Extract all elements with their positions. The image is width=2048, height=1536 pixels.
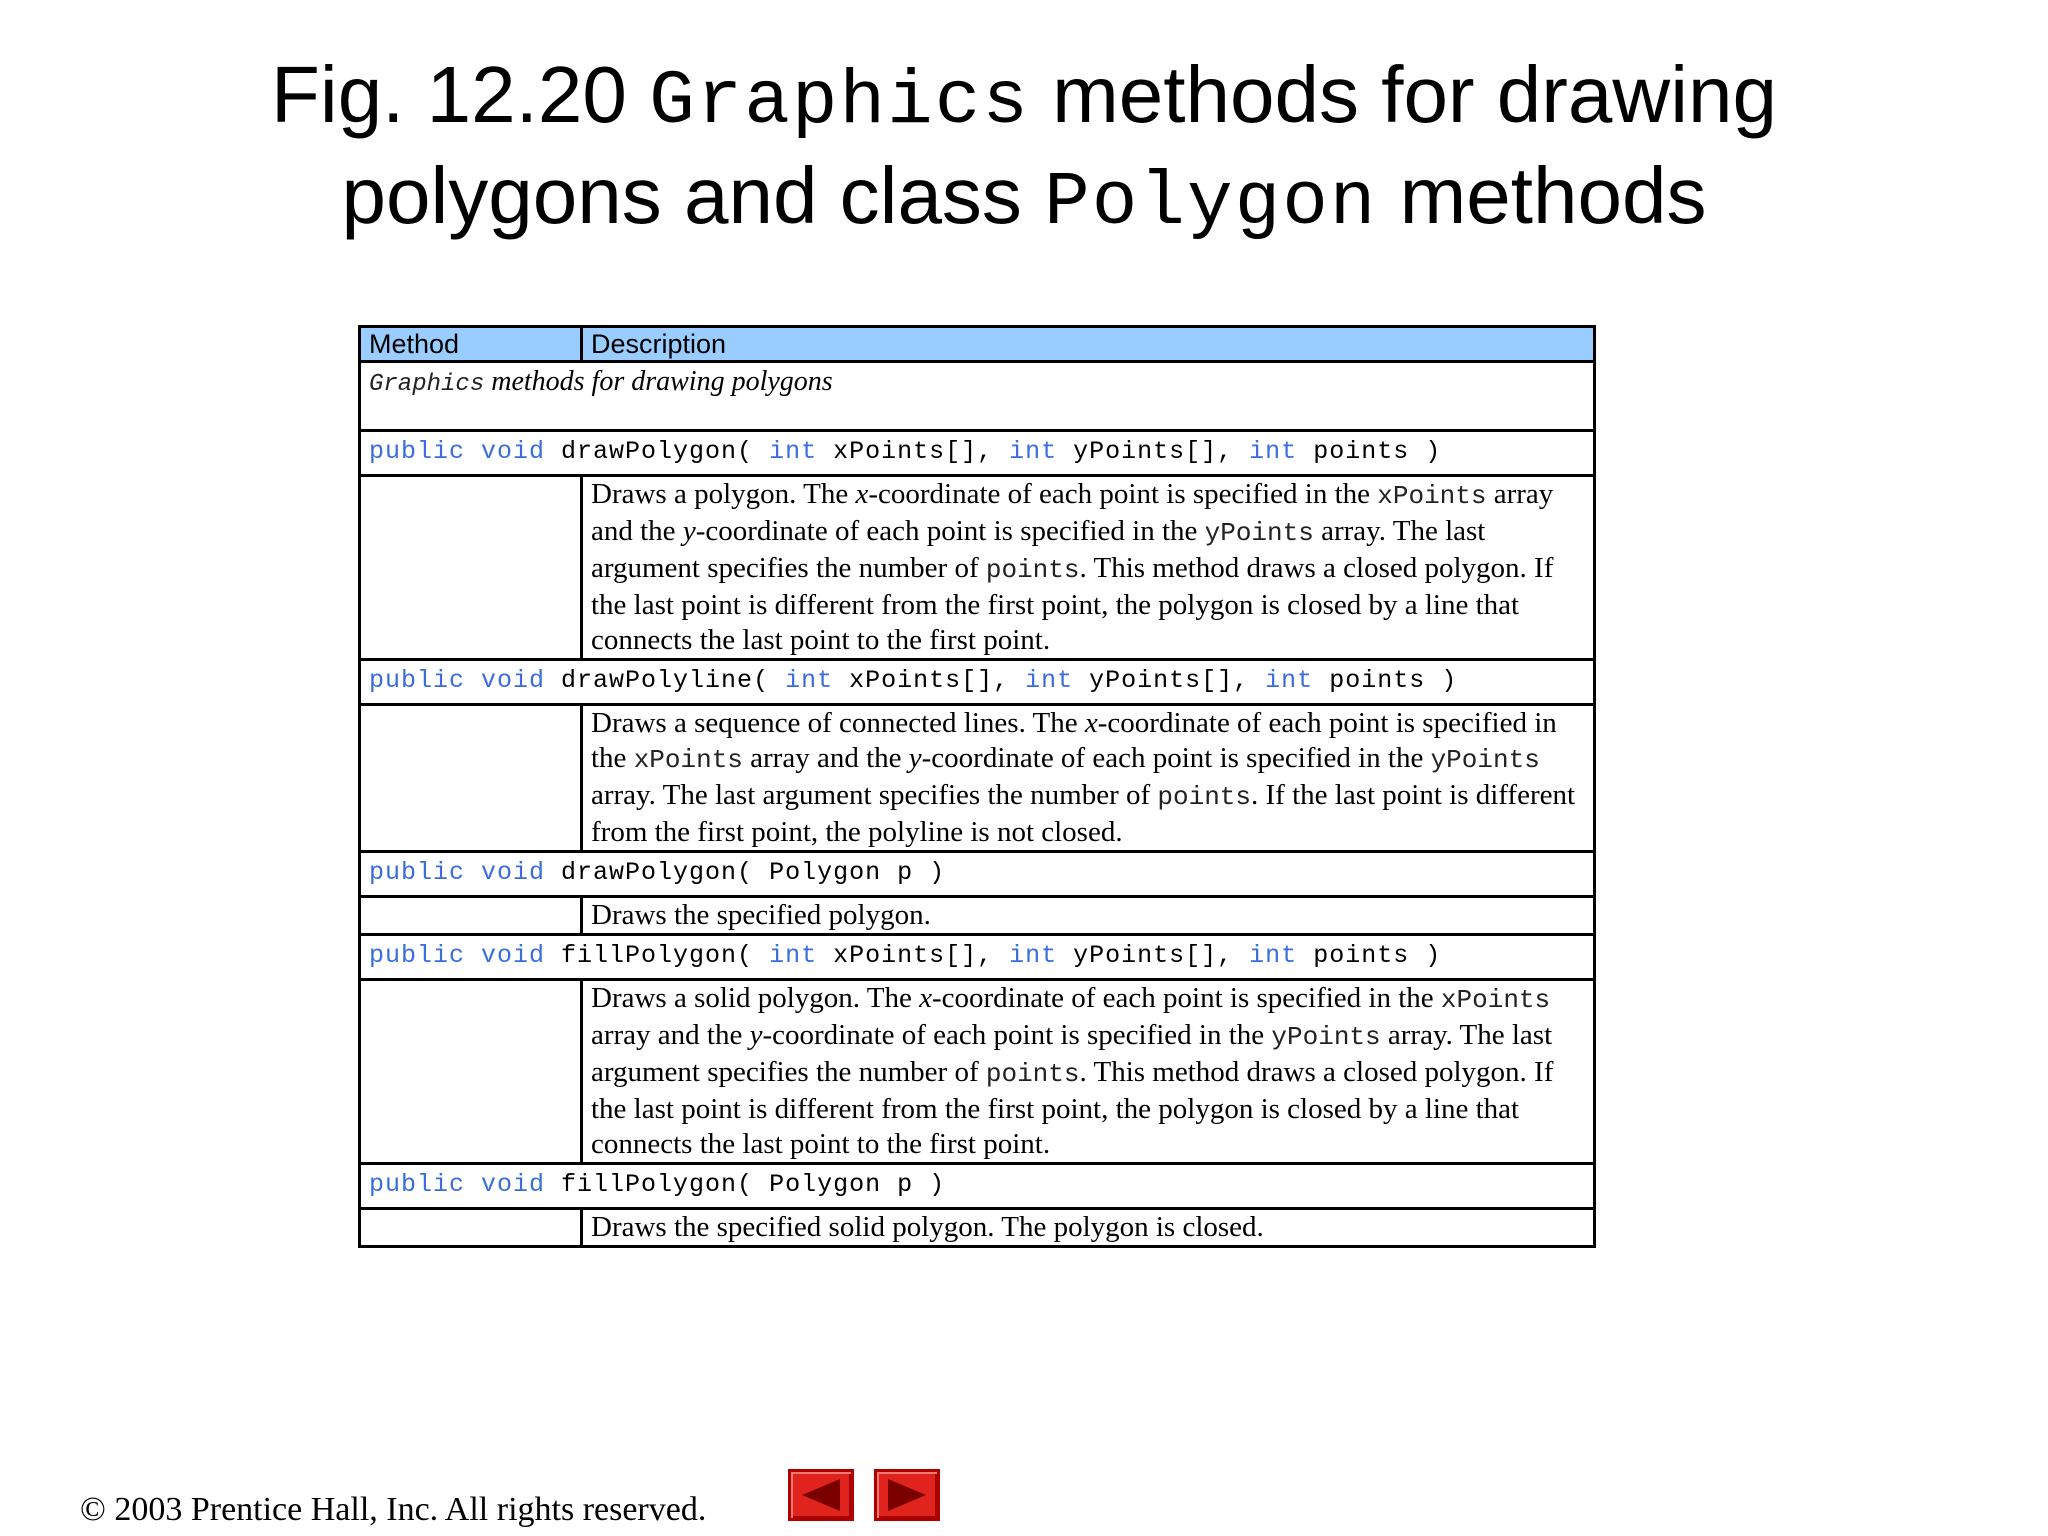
method-table xyxy=(358,325,1596,1248)
copyright-notice: © 2003 Prentice Hall, Inc. All rights reserved. xyxy=(80,1491,707,1528)
title-text: methods xyxy=(1377,151,1707,240)
method-name: fillPolygon( xyxy=(545,941,770,970)
method-description-row xyxy=(360,476,1595,660)
param: yPoints[], xyxy=(1057,437,1250,466)
param: points ) xyxy=(1313,666,1458,695)
section-heading xyxy=(360,362,1595,431)
method-description: Draws a polygon. The x-coordinate of each point is specified in the xPoints array and the y-coordinate of each point is specified in the yPoints array. The last argument specifies the number of points. This method draws a closed polygon. If the last point is different from the first point, the polygon is closed by a line that connects the last point to the first point. xyxy=(582,476,1595,660)
method-description: Draws a solid polygon. The x-coordinate of each point is specified in the xPoints array and the y-coordinate of each point is specified in the yPoints array. The last argument specifies the number of points. This method draws a closed polygon. If the last point is different from the first point, the polygon is closed by a line that connects the last point to the first point. xyxy=(582,980,1595,1164)
method-description-row xyxy=(360,980,1595,1164)
empty-cell xyxy=(360,897,582,935)
method-name: drawPolyline( xyxy=(545,666,786,695)
method-signature xyxy=(360,1164,1595,1209)
title-text: Fig. 12.20 xyxy=(271,50,650,139)
keyword: public void xyxy=(369,858,546,887)
keyword: int xyxy=(785,666,834,695)
method-signature xyxy=(360,431,1595,476)
keyword: public void xyxy=(369,941,546,970)
method-signature-row xyxy=(360,1164,1595,1209)
method-signature xyxy=(360,660,1595,705)
method-signature-row xyxy=(360,852,1595,897)
method-name: drawPolygon( xyxy=(545,437,770,466)
column-header-description: Description xyxy=(582,327,1595,362)
keyword: public void xyxy=(369,666,546,695)
keyword: int xyxy=(1249,437,1298,466)
keyword: int xyxy=(1009,437,1058,466)
empty-cell xyxy=(360,705,582,852)
method-description: Draws the specified polygon. xyxy=(582,897,1595,935)
previous-slide-button[interactable] xyxy=(788,1469,854,1521)
title-text: polygons and class xyxy=(341,151,1045,240)
keyword: int xyxy=(1265,666,1314,695)
param: yPoints[], xyxy=(1057,941,1250,970)
param: points ) xyxy=(1297,437,1442,466)
param: xPoints[], xyxy=(833,666,1026,695)
param: yPoints[], xyxy=(1073,666,1266,695)
keyword: public void xyxy=(369,437,546,466)
section-text: methods for drawing polygons xyxy=(484,366,833,397)
param: points ) xyxy=(1297,941,1442,970)
method-description-row xyxy=(360,1209,1595,1247)
keyword: int xyxy=(1009,941,1058,970)
column-header-method: Method xyxy=(360,327,582,362)
next-slide-button[interactable] xyxy=(874,1469,940,1521)
right-arrow-icon xyxy=(888,1479,926,1511)
method-description-row xyxy=(360,705,1595,852)
title-code: Polygon xyxy=(1044,160,1378,246)
method-description: Draws the specified solid polygon. The polygon is closed. xyxy=(582,1209,1595,1247)
slide-title xyxy=(0,48,2048,250)
keyword: int xyxy=(1249,941,1298,970)
left-arrow-icon xyxy=(802,1479,840,1511)
section-code: Graphics xyxy=(369,371,485,398)
method-signature-row xyxy=(360,935,1595,980)
method-description: Draws a sequence of connected lines. The x-coordinate of each point is specified in the xPoints array and the y-coordinate of each point is specified in the yPoints array. The last argument specifies the number of points. If the last point is different from the first point, the polyline is not closed. xyxy=(582,705,1595,852)
method-signature xyxy=(360,935,1595,980)
empty-cell xyxy=(360,980,582,1164)
title-code: Graphics xyxy=(649,59,1030,145)
empty-cell xyxy=(360,476,582,660)
section-row xyxy=(360,362,1595,431)
param: xPoints[], xyxy=(817,437,1010,466)
param: xPoints[], xyxy=(817,941,1010,970)
empty-cell xyxy=(360,1209,582,1247)
method-signature-row xyxy=(360,431,1595,476)
method-signature xyxy=(360,852,1595,897)
keyword: int xyxy=(1025,666,1074,695)
keyword: int xyxy=(769,437,818,466)
keyword: public void xyxy=(369,1170,546,1199)
method-name: drawPolygon( Polygon p ) xyxy=(545,858,946,887)
table-header-row xyxy=(360,327,1595,362)
method-name: fillPolygon( Polygon p ) xyxy=(545,1170,946,1199)
title-text: methods for drawing xyxy=(1029,50,1777,139)
method-signature-row xyxy=(360,660,1595,705)
keyword: int xyxy=(769,941,818,970)
method-description-row xyxy=(360,897,1595,935)
